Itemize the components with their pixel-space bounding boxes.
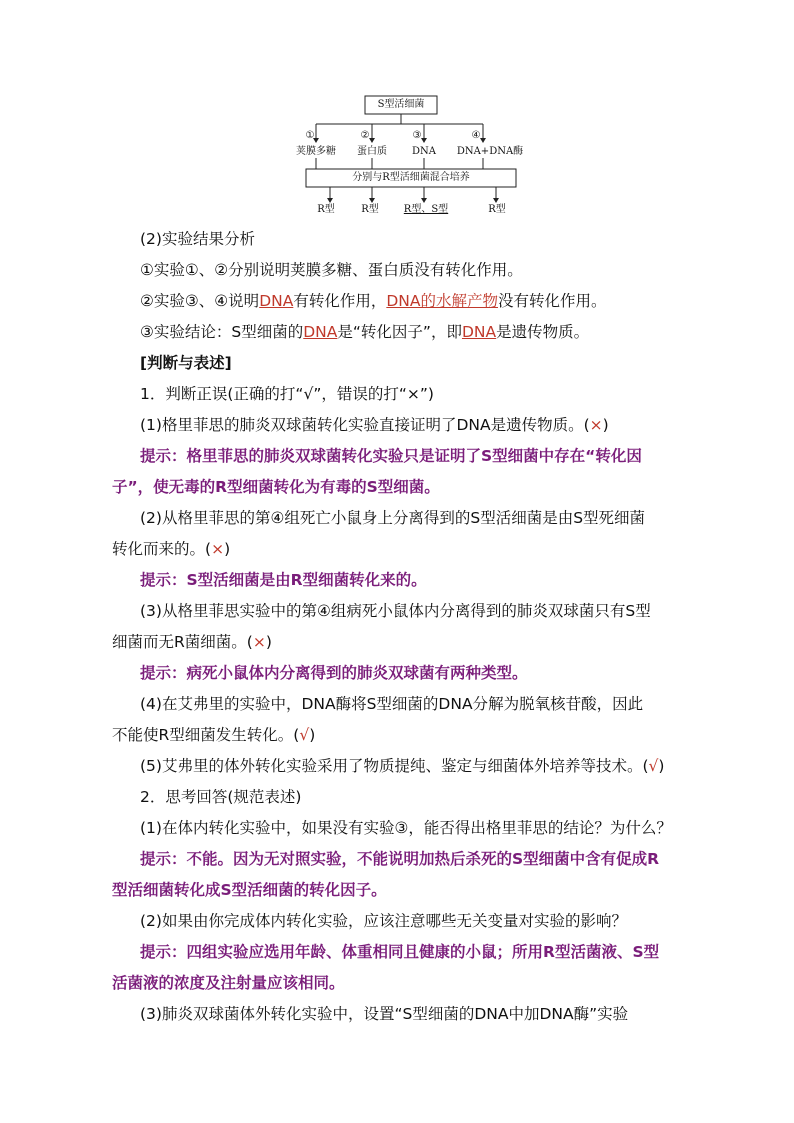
answer-blank: DNA <box>303 323 338 341</box>
judge-item-1: (1)格里菲思的肺炎双球菌转化实验直接证明了DNA是遗传物质。(×) <box>140 416 609 434</box>
answer-mark: √ <box>648 757 659 775</box>
hint-1-line-2: 子”，使无毒的R型细菌转化为有毒的S型细菌。 <box>112 478 440 496</box>
think-hint-2-line-2: 活菌液的浓度及注射量应该相同。 <box>112 974 345 992</box>
think-question-3: (3)肺炎双球菌体外转化实验中，设置“S型细菌的DNA中加DNA酶”实验 <box>140 1005 629 1023</box>
result-paragraph-1: ①实验①、②分别说明荚膜多糖、蛋白质没有转化作用。 <box>140 261 523 279</box>
result-paragraph-3: ③实验结论：S型细菌的DNA是“转化因子”，即DNA是遗传物质。 <box>140 323 590 341</box>
mix-box-label: 分别与R型活细菌混合培养 <box>352 172 470 183</box>
judge-item-4-line-2: 不能使R型细菌发生转化。(√) <box>112 726 316 744</box>
hint-3: 提示：病死小鼠体内分离得到的肺炎双球菌有两种类型。 <box>140 664 528 682</box>
think-hint-1-line-2: 型活细菌转化成S型活细菌的转化因子。 <box>112 881 387 899</box>
result-label-1: R型 <box>317 204 335 215</box>
branch-num-1: ① <box>305 130 315 141</box>
judge-item-3-line-1: (3)从格里菲思实验中的第④组病死小鼠体内分离得到的肺炎双球菌只有S型 <box>140 602 651 620</box>
answer-mark: √ <box>299 726 310 744</box>
hint-1-line-1: 提示：格里菲思的肺炎双球菌转化实验只是证明了S型细菌中存在“转化因 <box>140 447 642 465</box>
answer-blank: DNA <box>259 292 294 310</box>
judge-question-title: 1．判断正误(正确的打“√”，错误的打“×”) <box>140 385 434 403</box>
judge-item-2-line-1: (2)从格里菲思的第④组死亡小鼠身上分离得到的S型活细菌是由S型死细菌 <box>140 509 646 527</box>
judge-item-5: (5)艾弗里的体外转化实验采用了物质提纯、鉴定与细菌体外培养等技术。(√) <box>140 757 665 775</box>
branch-label-3: DNA <box>412 146 436 157</box>
think-question-2: (2)如果由你完成体内转化实验，应该注意哪些无关变量对实验的影响？ <box>140 912 627 930</box>
answer-blank: DNA的水解产物 <box>386 292 498 310</box>
judge-item-4-line-1: (4)在艾弗里的实验中，DNA酶将S型细菌的DNA分解为脱氧核苷酸，因此 <box>140 695 644 713</box>
answer-mark: × <box>211 540 225 558</box>
result-label-2: R型 <box>361 204 379 215</box>
top-box-label: S型活细菌 <box>377 99 425 110</box>
think-question-1: (1)在体内转化实验中，如果没有实验③，能否得出格里菲思的结论？为什么？ <box>140 819 672 837</box>
result-paragraph-2: ②实验③、④说明DNA有转化作用，DNA的水解产物没有转化作用。 <box>140 292 607 310</box>
judge-heading: [判断与表述] <box>140 354 232 372</box>
result-label-4: R型 <box>488 204 506 215</box>
think-hint-2-line-1: 提示：四组实验应选用年龄、体重相同且健康的小鼠；所用R型活菌液、S型 <box>140 943 660 961</box>
judge-item-2-line-2: 转化而来的。(×) <box>112 540 231 558</box>
branch-label-4: DNA+DNA酶 <box>456 146 524 157</box>
branch-label-2: 蛋白质 <box>357 146 387 157</box>
experiment-diagram <box>290 94 530 218</box>
hint-2: 提示：S型活细菌是由R型细菌转化来的。 <box>140 571 427 589</box>
answer-mark: × <box>252 633 266 651</box>
answer-mark: × <box>589 416 603 434</box>
branch-num-2: ② <box>360 130 370 141</box>
answer-blank: DNA <box>461 323 497 341</box>
think-hint-1-line-1: 提示：不能。因为无对照实验，不能说明加热后杀死的S型细菌中含有促成R <box>140 850 660 868</box>
branch-num-4: ④ <box>471 130 481 141</box>
judge-item-3-line-2: 细菌而无R菌细菌。(×) <box>112 633 272 651</box>
branch-label-1: 荚膜多糖 <box>296 146 336 157</box>
branch-num-3: ③ <box>412 130 422 141</box>
think-question-title: 2．思考回答(规范表述) <box>140 788 302 806</box>
result-label-3: R型、S型 <box>403 204 449 215</box>
section-heading: (2)实验结果分析 <box>140 230 255 248</box>
